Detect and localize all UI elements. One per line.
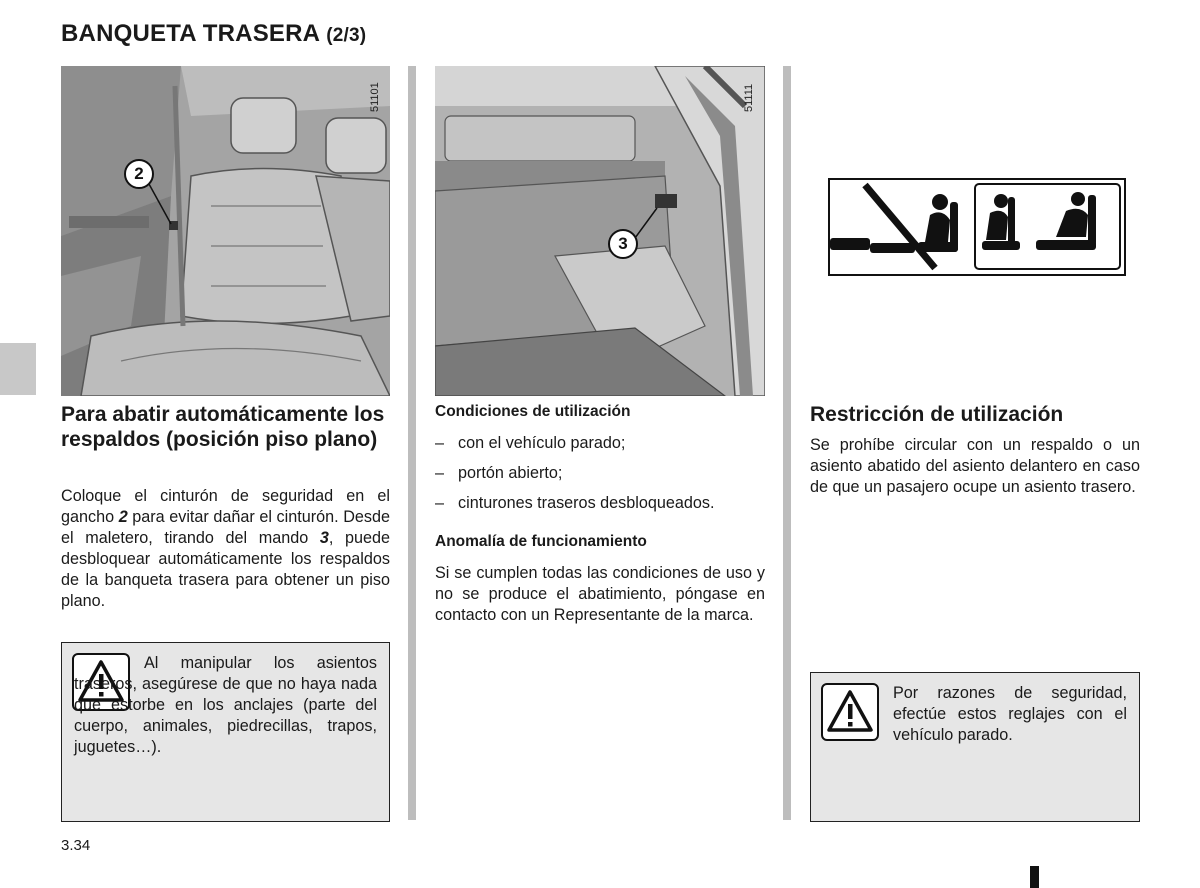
column-separator: [408, 66, 416, 820]
anomaly-title: Anomalía de funcionamiento: [435, 533, 647, 550]
title-sub: (2/3): [326, 25, 367, 46]
chapter-tab: [0, 343, 36, 395]
list-item: – cinturones traseros desbloqueados.: [435, 494, 715, 512]
section-heading-fold: Para abatir automáticamente los respaldos (posición piso plano): [61, 403, 385, 451]
restriction-heading: Restricción de utilización: [810, 403, 1064, 426]
anomaly-text: Si se cumplen todas las condiciones de uso y no se produce el abatimiento, póngase en contacto con un Representante de la marca.: [435, 564, 765, 624]
conditions-list: [435, 433, 765, 523]
callout-3: 3: [608, 229, 638, 259]
list-item: – con el vehículo parado;: [435, 434, 626, 452]
ref-3: 3: [319, 529, 329, 547]
text: Coloque el cinturón de seguridad en el gancho: [61, 487, 390, 526]
allowed-seating-pictogram: [974, 183, 1121, 270]
rear-seat-illustration: [61, 66, 390, 396]
warning-box: [810, 672, 1140, 822]
text: , puede desbloquear automáticamente los respaldos de la banqueta trasera para obtener un piso plano.: [61, 529, 391, 610]
text: para evitar dañar el cinturón. Desde el maletero, tirando del mando: [61, 508, 390, 547]
conditions-title: Condiciones de utilización: [435, 403, 631, 420]
list-item: – portón abierto;: [435, 464, 563, 482]
edge-marker: [1030, 866, 1039, 888]
trunk-photo: [435, 66, 765, 396]
ref-2: 2: [118, 508, 128, 526]
figure-code: 51101: [369, 82, 381, 112]
fold-instructions: [61, 486, 390, 612]
column-separator: [783, 66, 791, 820]
callout-2: 2: [124, 159, 154, 189]
restriction-text: Se prohíbe circular con un respaldo o un asiento abatido del asiento delantero en caso de que un pasajero ocupe un asiento trasero.: [810, 436, 1140, 496]
page-number: 3.34: [61, 837, 91, 854]
warning-text: Por razones de seguridad, efectúe estos reglajes con el vehículo parado.: [893, 684, 1127, 744]
seating-pictogram: [828, 178, 1126, 276]
rear-seat-photo: [61, 66, 390, 396]
figure-code: 51111: [743, 83, 755, 112]
title-main: BANQUETA TRASERA: [61, 20, 320, 47]
warning-box: [61, 642, 390, 822]
trunk-illustration: [435, 66, 765, 396]
warning-text: Al manipular los asientos traseros, asegúrese de que no haya nada que estorbe en los anclajes (parte del cuerpo, animales, piedrecillas, trapos, juguetes…).: [74, 654, 377, 756]
page-title: [61, 20, 366, 48]
warning-triangle-icon: [821, 683, 879, 741]
